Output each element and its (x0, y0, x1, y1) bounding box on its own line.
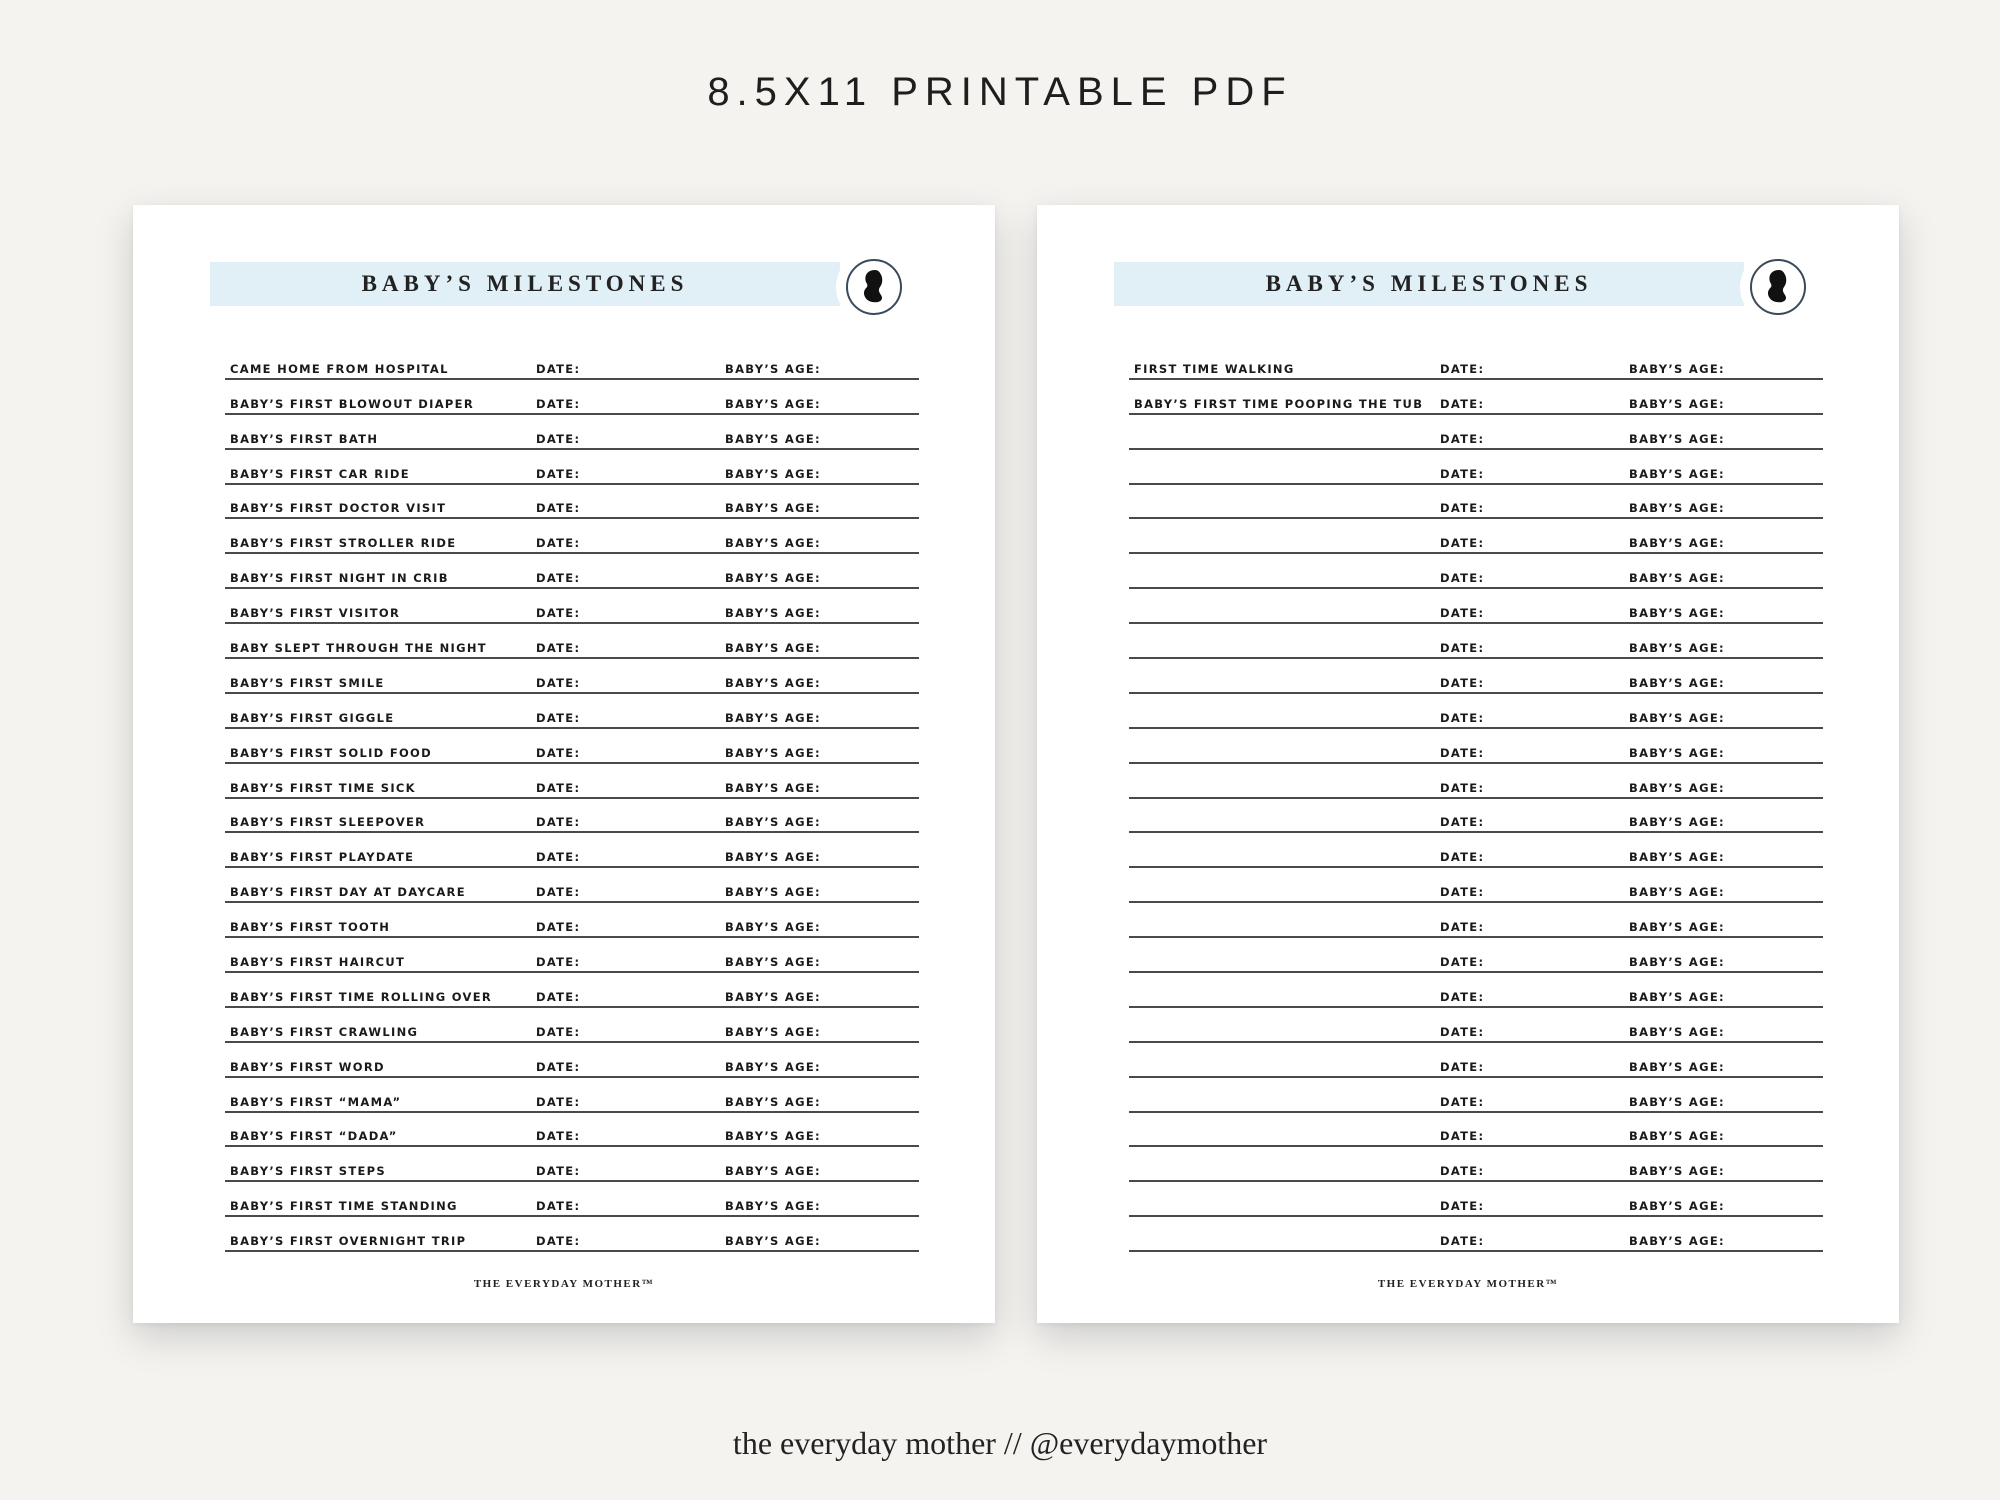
milestone-row (1129, 485, 1823, 520)
milestone-row (1129, 380, 1823, 415)
milestone-row (1129, 938, 1823, 973)
milestone-row (225, 485, 919, 520)
date-label: DATE: (1440, 989, 1485, 1004)
milestone-row (1129, 519, 1823, 554)
age-label: BABY’S AGE: (1629, 606, 1725, 621)
date-label: DATE: (1440, 815, 1485, 830)
date-label: DATE: (536, 396, 581, 411)
milestone-row (1129, 868, 1823, 903)
milestone-label: BABY’S FIRST CRAWLING (230, 1024, 419, 1039)
milestone-label: BABY’S FIRST NIGHT IN CRIB (230, 571, 449, 586)
age-label: BABY’S AGE: (1629, 989, 1725, 1004)
date-label: DATE: (1440, 571, 1485, 586)
milestone-label: BABY’S FIRST STEPS (230, 1164, 386, 1179)
milestone-label: BABY’S FIRST SOLID FOOD (230, 745, 432, 760)
milestone-row (1129, 1078, 1823, 1113)
milestone-row (225, 554, 919, 589)
date-label: DATE: (536, 710, 581, 725)
date-label: DATE: (536, 536, 581, 551)
age-label: BABY’S AGE: (725, 710, 821, 725)
milestone-label: BABY SLEPT THROUGH THE NIGHT (230, 641, 487, 656)
milestone-row (1129, 1147, 1823, 1182)
milestone-row (225, 380, 919, 415)
age-label: BABY’S AGE: (1629, 885, 1725, 900)
milestone-row (1129, 659, 1823, 694)
age-label: BABY’S AGE: (725, 1164, 821, 1179)
milestone-row (1129, 764, 1823, 799)
milestone-row (225, 799, 919, 834)
milestone-row (225, 903, 919, 938)
age-label: BABY’S AGE: (725, 641, 821, 656)
date-label: DATE: (1440, 780, 1485, 795)
milestone-row (225, 694, 919, 729)
header-badge (1740, 249, 1816, 325)
age-label: BABY’S AGE: (725, 920, 821, 935)
milestone-row (1129, 1217, 1823, 1252)
age-label: BABY’S AGE: (725, 466, 821, 481)
date-label: DATE: (536, 501, 581, 516)
age-label: BABY’S AGE: (1629, 1129, 1725, 1144)
milestone-list (225, 345, 919, 1252)
milestone-label: BABY’S FIRST SLEEPOVER (230, 815, 426, 830)
age-label: BABY’S AGE: (725, 1059, 821, 1074)
age-label: BABY’S AGE: (1629, 850, 1725, 865)
milestone-row (225, 1113, 919, 1148)
date-label: DATE: (1440, 955, 1485, 970)
milestone-row (1129, 973, 1823, 1008)
date-label: DATE: (1440, 745, 1485, 760)
milestone-row (1129, 624, 1823, 659)
milestone-label: BABY’S FIRST VISITOR (230, 606, 401, 621)
age-label: BABY’S AGE: (1629, 1094, 1725, 1109)
age-label: BABY’S AGE: (1629, 780, 1725, 795)
milestone-row (225, 519, 919, 554)
page-title: BABY’S MILESTONES (1265, 271, 1593, 296)
age-label: BABY’S AGE: (725, 885, 821, 900)
date-label: DATE: (1440, 431, 1485, 446)
milestone-row (225, 1147, 919, 1182)
date-label: DATE: (536, 850, 581, 865)
age-label: BABY’S AGE: (725, 431, 821, 446)
milestone-row (225, 938, 919, 973)
date-label: DATE: (1440, 1199, 1485, 1214)
age-label: BABY’S AGE: (1629, 361, 1725, 376)
date-label: DATE: (1440, 920, 1485, 935)
page-title: BABY’S MILESTONES (361, 271, 689, 296)
milestone-row (1129, 554, 1823, 589)
milestone-row (225, 345, 919, 380)
milestone-label: BABY’S FIRST BATH (230, 431, 379, 446)
age-label: BABY’S AGE: (1629, 675, 1725, 690)
age-label: BABY’S AGE: (725, 1024, 821, 1039)
age-label: BABY’S AGE: (1629, 710, 1725, 725)
milestone-row (225, 1043, 919, 1078)
milestone-row (1129, 1043, 1823, 1078)
milestone-row (225, 589, 919, 624)
date-label: DATE: (536, 641, 581, 656)
age-label: BABY’S AGE: (1629, 1234, 1725, 1249)
brand-mark: THE EVERYDAY MOTHER™ (473, 1278, 655, 1290)
age-label: BABY’S AGE: (1629, 501, 1725, 516)
date-label: DATE: (1440, 710, 1485, 725)
milestone-label: BABY’S FIRST DOCTOR VISIT (230, 501, 447, 516)
milestone-label: BABY’S FIRST TIME SICK (230, 780, 416, 795)
milestone-row (1129, 1008, 1823, 1043)
date-label: DATE: (536, 466, 581, 481)
age-label: BABY’S AGE: (725, 815, 821, 830)
milestone-label: BABY’S FIRST TIME STANDING (230, 1199, 458, 1214)
milestone-row (225, 450, 919, 485)
milestone-label: BABY’S FIRST HAIRCUT (230, 955, 406, 970)
date-label: DATE: (536, 1164, 581, 1179)
age-label: BABY’S AGE: (1629, 396, 1725, 411)
age-label: BABY’S AGE: (1629, 955, 1725, 970)
milestone-list (1129, 345, 1823, 1252)
brand-mark: THE EVERYDAY MOTHER™ (1377, 1278, 1559, 1290)
milestone-label: FIRST TIME WALKING (1134, 361, 1295, 376)
date-label: DATE: (536, 361, 581, 376)
age-label: BABY’S AGE: (725, 571, 821, 586)
milestone-row (225, 1008, 919, 1043)
milestone-row (1129, 450, 1823, 485)
planner-page-left (133, 205, 995, 1323)
milestone-row (1129, 729, 1823, 764)
milestone-label: BABY’S FIRST PLAYDATE (230, 850, 415, 865)
milestone-label: BABY’S FIRST WORD (230, 1059, 385, 1074)
age-label: BABY’S AGE: (1629, 745, 1725, 760)
milestone-label: BABY’S FIRST OVERNIGHT TRIP (230, 1234, 467, 1249)
milestone-row (225, 764, 919, 799)
milestone-label: BABY’S FIRST GIGGLE (230, 710, 395, 725)
planner-page-right (1037, 205, 1899, 1323)
milestone-row (225, 415, 919, 450)
age-label: BABY’S AGE: (1629, 571, 1725, 586)
date-label: DATE: (1440, 1094, 1485, 1109)
milestone-row (225, 659, 919, 694)
baby-silhouette-icon (1748, 257, 1808, 317)
date-label: DATE: (1440, 1024, 1485, 1039)
age-label: BABY’S AGE: (725, 989, 821, 1004)
banner-title: 8.5X11 PRINTABLE PDF (707, 70, 1293, 114)
date-label: DATE: (1440, 501, 1485, 516)
age-label: BABY’S AGE: (725, 745, 821, 760)
age-label: BABY’S AGE: (1629, 1059, 1725, 1074)
milestone-row (1129, 903, 1823, 938)
date-label: DATE: (536, 815, 581, 830)
date-label: DATE: (536, 1129, 581, 1144)
date-label: DATE: (536, 1094, 581, 1109)
date-label: DATE: (536, 571, 581, 586)
date-label: DATE: (536, 920, 581, 935)
date-label: DATE: (1440, 606, 1485, 621)
milestone-row (225, 729, 919, 764)
age-label: BABY’S AGE: (1629, 815, 1725, 830)
date-label: DATE: (1440, 396, 1485, 411)
age-label: BABY’S AGE: (725, 606, 821, 621)
date-label: DATE: (536, 780, 581, 795)
milestone-label: BABY’S FIRST STROLLER RIDE (230, 536, 457, 551)
age-label: BABY’S AGE: (725, 1234, 821, 1249)
date-label: DATE: (1440, 536, 1485, 551)
milestone-label: CAME HOME FROM HOSPITAL (230, 361, 449, 376)
date-label: DATE: (1440, 1129, 1485, 1144)
milestone-row (1129, 799, 1823, 834)
age-label: BABY’S AGE: (725, 536, 821, 551)
age-label: BABY’S AGE: (1629, 641, 1725, 656)
age-label: BABY’S AGE: (725, 1094, 821, 1109)
age-label: BABY’S AGE: (725, 850, 821, 865)
milestone-row (1129, 589, 1823, 624)
milestone-label: BABY’S FIRST TIME POOPING THE TUB (1134, 396, 1424, 411)
milestone-row (225, 833, 919, 868)
age-label: BABY’S AGE: (725, 675, 821, 690)
date-label: DATE: (536, 1059, 581, 1074)
milestone-label: BABY’S FIRST DAY AT DAYCARE (230, 885, 466, 900)
milestone-label: BABY’S FIRST SMILE (230, 675, 385, 690)
milestone-label: BABY’S FIRST TIME ROLLING OVER (230, 989, 493, 1004)
age-label: BABY’S AGE: (1629, 431, 1725, 446)
date-label: DATE: (536, 989, 581, 1004)
date-label: DATE: (536, 745, 581, 760)
date-label: DATE: (536, 885, 581, 900)
age-label: BABY’S AGE: (1629, 1199, 1725, 1214)
milestone-row (225, 624, 919, 659)
age-label: BABY’S AGE: (1629, 536, 1725, 551)
date-label: DATE: (536, 675, 581, 690)
date-label: DATE: (536, 431, 581, 446)
date-label: DATE: (1440, 641, 1485, 656)
date-label: DATE: (1440, 1164, 1485, 1179)
age-label: BABY’S AGE: (725, 501, 821, 516)
milestone-label: BABY’S FIRST BLOWOUT DIAPER (230, 396, 474, 411)
footer-credit: the everyday mother // @everydaymother (732, 1425, 1268, 1461)
milestone-label: BABY’S FIRST CAR RIDE (230, 466, 410, 481)
date-label: DATE: (1440, 885, 1485, 900)
date-label: DATE: (536, 955, 581, 970)
milestone-row (225, 1217, 919, 1252)
date-label: DATE: (1440, 675, 1485, 690)
date-label: DATE: (1440, 1234, 1485, 1249)
date-label: DATE: (536, 1024, 581, 1039)
milestone-row (225, 1078, 919, 1113)
header-badge (836, 249, 912, 325)
date-label: DATE: (536, 1234, 581, 1249)
age-label: BABY’S AGE: (725, 955, 821, 970)
age-label: BABY’S AGE: (725, 780, 821, 795)
age-label: BABY’S AGE: (1629, 466, 1725, 481)
age-label: BABY’S AGE: (725, 1199, 821, 1214)
milestone-row (225, 1182, 919, 1217)
age-label: BABY’S AGE: (1629, 1164, 1725, 1179)
milestone-row (1129, 1182, 1823, 1217)
age-label: BABY’S AGE: (725, 361, 821, 376)
milestone-row (1129, 415, 1823, 450)
date-label: DATE: (536, 606, 581, 621)
milestone-label: BABY’S FIRST TOOTH (230, 920, 391, 935)
milestone-row (225, 868, 919, 903)
baby-silhouette-icon (844, 257, 904, 317)
milestone-label: BABY’S FIRST “DADA” (230, 1129, 398, 1144)
milestone-row (225, 973, 919, 1008)
milestone-row (1129, 1113, 1823, 1148)
age-label: BABY’S AGE: (1629, 920, 1725, 935)
milestone-label: BABY’S FIRST “MAMA” (230, 1094, 402, 1109)
age-label: BABY’S AGE: (725, 1129, 821, 1144)
date-label: DATE: (1440, 361, 1485, 376)
milestone-row (1129, 694, 1823, 729)
date-label: DATE: (1440, 850, 1485, 865)
date-label: DATE: (536, 1199, 581, 1214)
milestone-row (1129, 833, 1823, 868)
date-label: DATE: (1440, 466, 1485, 481)
age-label: BABY’S AGE: (1629, 1024, 1725, 1039)
date-label: DATE: (1440, 1059, 1485, 1074)
milestone-row (1129, 345, 1823, 380)
age-label: BABY’S AGE: (725, 396, 821, 411)
